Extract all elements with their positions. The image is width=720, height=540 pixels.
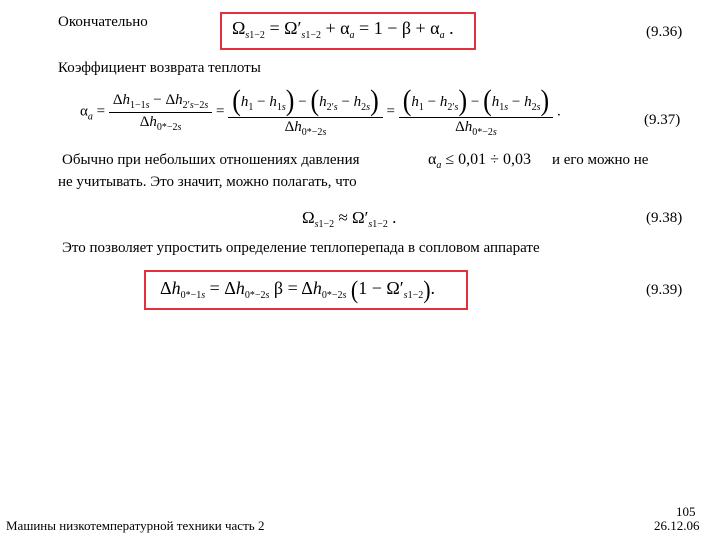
equation-number-936: (9.36) (646, 24, 683, 40)
text-usually-small-ratios: Обычно при небольших отношениях давления (62, 152, 360, 168)
equation-number-938: (9.38) (646, 210, 683, 226)
equation-938: $\Omega_{s1-2} \approx \Omega'_{s1-2}$ . (302, 208, 397, 230)
footer-course-title: Машины низкотемпературной техники часть 2 (6, 518, 265, 533)
text-simplify-nozzle: Это позволяет упростить определение теплоперепада в сопловом аппарате (62, 240, 540, 256)
footer-date: 26.12.06 (654, 518, 700, 533)
equation-number-937: (9.37) (644, 112, 681, 128)
text-finally: Окончательно (58, 14, 148, 30)
equation-number-939: (9.39) (646, 282, 683, 298)
equation-937: $\alpha_a$ = $\frac{\Delta h_{1-1s} - \Delta h_{2's-2s}}{\Delta h_{0*-2s}}$ = $\frac{(h_1 - h_{1s}) - (h_{2's} - h_{2s})}{\Delta h_{0*-2s}}$ = $\frac{(h_1 - h_{2's}) - (h_{1s} - h_{2s})}{\Delta h_{0*-2s}}$ . (80, 83, 561, 138)
inequality-alpha-a: $\alpha_a \le 0,01 \div 0,03$ (428, 151, 531, 171)
text-can-be-neglected: и его можно не (552, 152, 649, 168)
text-not-considered: не учитывать. Это значит, можно полагать, что (58, 174, 357, 190)
footer-page-number: 105 (676, 504, 696, 519)
text-heat-recovery-coefficient: Коэффициент возврата теплоты (58, 60, 261, 76)
equation-936: $\Omega_{s1-2} = \Omega'_{s1-2} + \alpha_a = 1 - \beta + \alpha_a$ . (232, 18, 454, 41)
equation-939: $\Delta h_{0*-1s} = \Delta h_{0*-2s}$ $\beta = \Delta h_{0*-2s}$ $(1 - \Omega'_{s1-2})$. (160, 275, 436, 304)
